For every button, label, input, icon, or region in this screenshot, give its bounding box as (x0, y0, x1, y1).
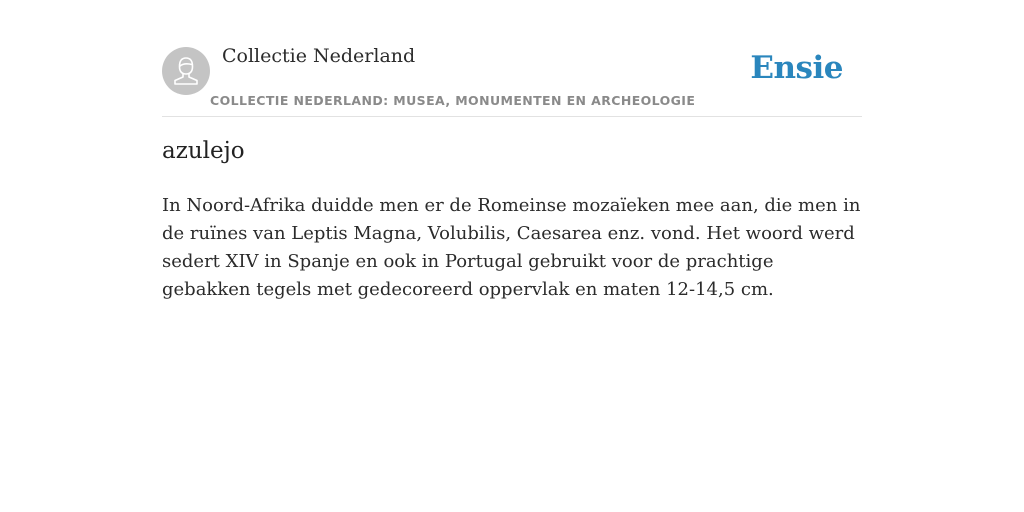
entry-header (162, 0, 862, 117)
entry-title: azulejo (162, 138, 245, 164)
author-name[interactable]: Collectie Nederland (222, 45, 416, 67)
entry-body: In Noord-Afrika duidde men er de Romeinse mozaïeken mee aan, die men in de ruïnes van Leptis Magna, Volubilis, Caesarea enz. vond. Het woord werd sedert XIV in Spanje en ook in Portugal gebruikt voor de prachtige gebakken tegels met gedecoreerd oppervlak en maten 12-14,5 cm. (162, 195, 861, 300)
avatar[interactable] (162, 47, 210, 95)
entry-card (162, 0, 862, 300)
collection-title[interactable]: COLLECTIE NEDERLAND: MUSEA, MONUMENTEN EN ARCHEOLOGIE (210, 93, 696, 108)
user-silhouette-icon (162, 47, 210, 95)
brand-logo-link[interactable]: Ensie (750, 50, 843, 86)
